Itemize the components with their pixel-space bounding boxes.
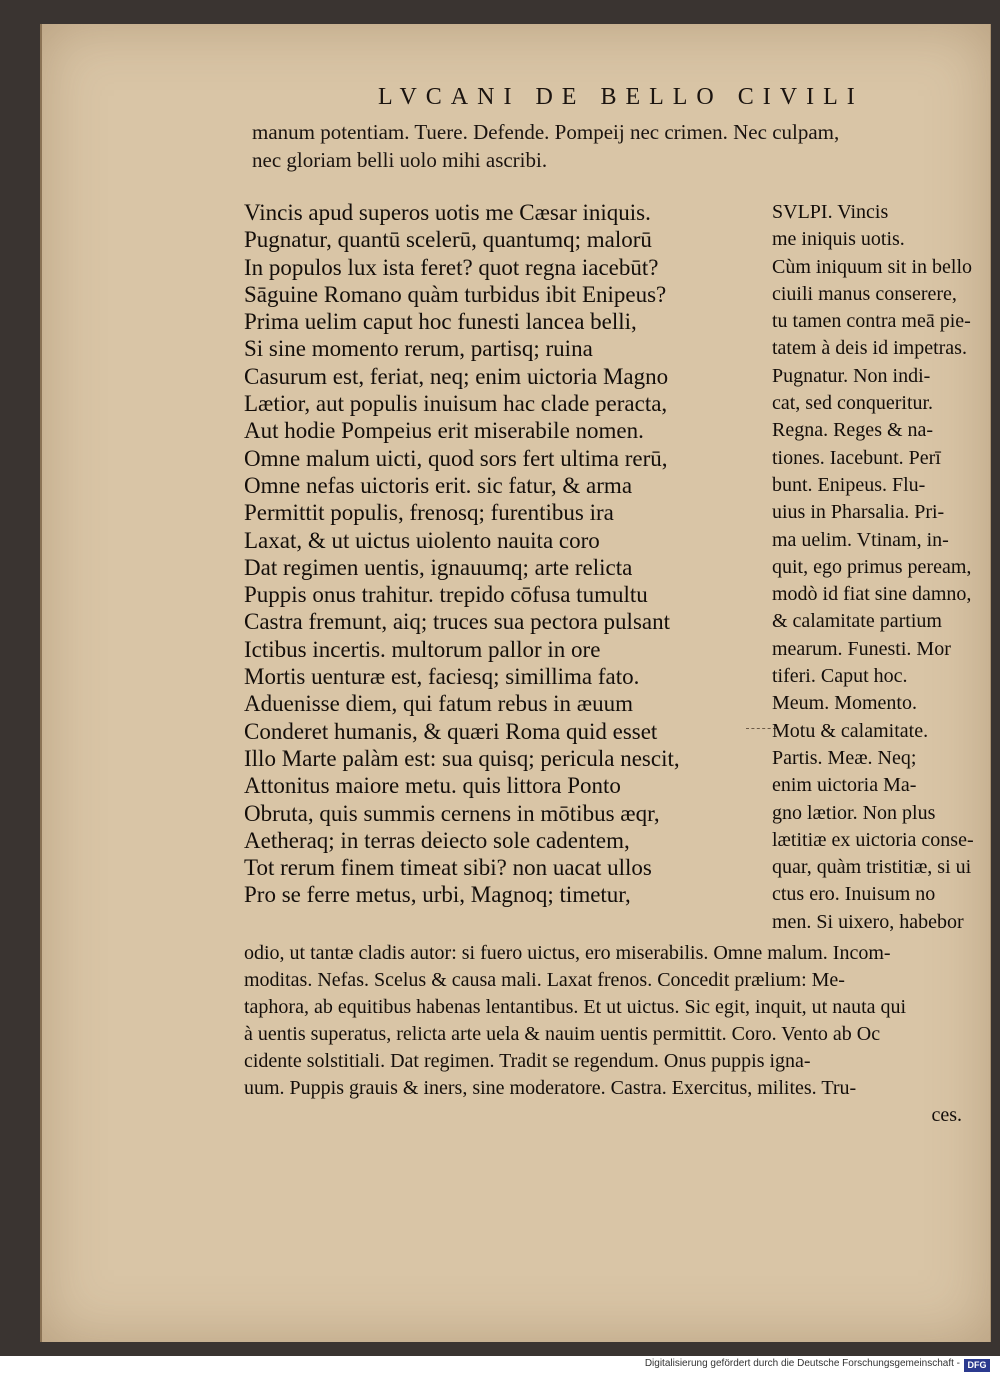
note-line: lætitiæ ex uictoria conse-	[772, 828, 974, 851]
note-line: men. Si uixero, habebor	[772, 910, 964, 933]
note-line: quar, quàm tristitiæ, si ui	[772, 856, 972, 879]
verse-line: Tot rerum finem timeat sibi? non uacat ullos	[244, 855, 652, 881]
verse-line: Aetheraq; in terras deiecto sole cadentem,	[244, 827, 630, 853]
verse-line: Permittit populis, frenosq; furentibus ira	[244, 500, 614, 526]
verse-line: Lætior, aut populis inuisum hac clade peracta,	[244, 391, 668, 417]
note-line: Motu & calamitate.	[772, 719, 929, 742]
verse-line: Dat regimen uentis, ignauumq; arte relicta	[244, 554, 633, 580]
running-head: LVCANI DE BELLO CIVILI	[378, 84, 864, 110]
dfg-logo: DFG	[964, 1359, 990, 1372]
note-line: tu tamen contra meā pie-	[772, 310, 971, 333]
verse-line: Castra fremunt, aiq; truces sua pectora pulsant	[244, 609, 670, 635]
note-line: Regna. Reges & na-	[772, 419, 934, 442]
commentary-line: manum potentiam. Tuere. Defende. Pompeij nec crimen. Nec culpam,	[252, 120, 840, 144]
bottom-commentary	[244, 940, 974, 1129]
commentary-line: uum. Puppis grauis & iners, sine moderatore. Castra. Exercitus, milites. Tru-	[244, 1077, 857, 1099]
note-line: Meum. Momento.	[772, 692, 917, 715]
commentary-line: nec gloriam belli uolo mihi ascribi.	[252, 148, 548, 172]
verse-line: Laxat, & ut uictus uiolento nauita coro	[244, 527, 600, 553]
verse-line: Obruta, quis summis cernens in mōtibus æqr,	[244, 800, 660, 826]
note-line: tiones. Iacebunt. Perī	[772, 446, 941, 469]
commentary-line: cidente solstitiali. Dat regimen. Tradit se regendum. Onus puppis igna-	[244, 1050, 811, 1072]
verse-column	[244, 199, 680, 909]
note-line: enim uictoria Ma-	[772, 774, 917, 797]
verse-line: Illo Marte palàm est: sua quisq; pericula nescit,	[244, 745, 680, 771]
note-line: quit, ego primus peream,	[772, 555, 972, 578]
verse-line: Attonitus maiore metu. quis littora Ponto	[244, 773, 621, 799]
verse-line: Puppis onus trahitur. trepido cōfusa tumultu	[244, 582, 648, 608]
verse-line: In populos lux ista feret? quot regna iacebūt?	[244, 254, 659, 280]
note-line: ctus ero. Inuisum no	[772, 883, 936, 906]
verse-line: Pugnatur, quantū scelerū, quantumq; malorū	[244, 227, 652, 253]
note-line: & calamitate partium	[772, 610, 942, 633]
note-line: SVLPI. Vincis	[772, 201, 889, 223]
verse-line: Aduenisse diem, qui fatum rebus in æuum	[244, 691, 634, 717]
commentary-line: odio, ut tantæ cladis autor: si fuero uictus, ero miserabilis. Omne malum. Incom-	[244, 942, 891, 964]
commentary-line: à uentis superatus, relicta arte uela & nauim uentis permittit. Coro. Vento ab Oc	[244, 1023, 881, 1045]
verse-line: Omne nefas uictoris erit. sic fatur, & arma	[244, 472, 633, 498]
note-line: me iniquis uotis.	[772, 228, 905, 251]
note-line: tiferi. Caput hoc.	[772, 665, 908, 688]
note-line: mearum. Funesti. Mor	[772, 637, 951, 660]
top-commentary	[252, 118, 972, 174]
note-line: bunt. Enipeus. Flu-	[772, 473, 926, 496]
verse-line: Conderet humanis, & quæri Roma quid esset	[244, 718, 658, 744]
marginal-notes	[772, 199, 982, 936]
commentary-line: moditas. Nefas. Scelus & causa mali. Laxat frenos. Concedit prælium: Me-	[244, 969, 845, 991]
verse-line: Sāguine Romano quàm turbidus ibit Enipeus?	[244, 281, 667, 307]
note-line: cat, sed conqueritur.	[772, 392, 934, 415]
verse-line: Prima uelim caput hoc funesti lancea belli,	[244, 309, 637, 335]
funding-credit: Digitalisierung gefördert durch die Deutsche Forschungsgemeinschaft -	[644, 1358, 960, 1369]
footer-bar	[0, 1356, 1000, 1376]
catchword: ces.	[931, 1104, 962, 1126]
note-line: ciuili manus conserere,	[772, 282, 957, 305]
note-line: gno lætior. Non plus	[772, 801, 936, 824]
verse-line: Si sine momento rerum, partisq; ruina	[244, 336, 593, 362]
note-line: Partis. Meæ. Neq;	[772, 746, 917, 769]
note-line: ma uelim. Vtinam, in-	[772, 528, 949, 551]
commentary-line: taphora, ab equitibus habenas lentantibus. Et ut uictus. Sic egit, inquit, ut nauta qui	[244, 996, 907, 1018]
verse-line: Mortis uenturæ est, faciesq; simillima fato.	[244, 664, 640, 690]
verse-line: Aut hodie Pompeius erit miserabile nomen.	[244, 418, 644, 444]
note-line: modò id fiat sine damno,	[772, 583, 972, 606]
verse-line: Pro se ferre metus, urbi, Magnoq; timetur,	[244, 882, 631, 908]
verse-line: Omne malum uicti, quod sors fert ultima rerū,	[244, 445, 668, 471]
verse-line: Vincis apud superos uotis me Cæsar iniquis.	[244, 200, 651, 225]
verse-line: Casurum est, feriat, neq; enim uictoria Magno	[244, 363, 669, 389]
note-line: uius in Pharsalia. Pri-	[772, 501, 945, 524]
note-line: tatem à deis id impetras.	[772, 337, 967, 360]
note-line: Pugnatur. Non indi-	[772, 364, 931, 387]
note-line: Cùm iniquum sit in bello	[772, 255, 973, 278]
verse-line: Ictibus incertis. multorum pallor in ore	[244, 636, 601, 662]
